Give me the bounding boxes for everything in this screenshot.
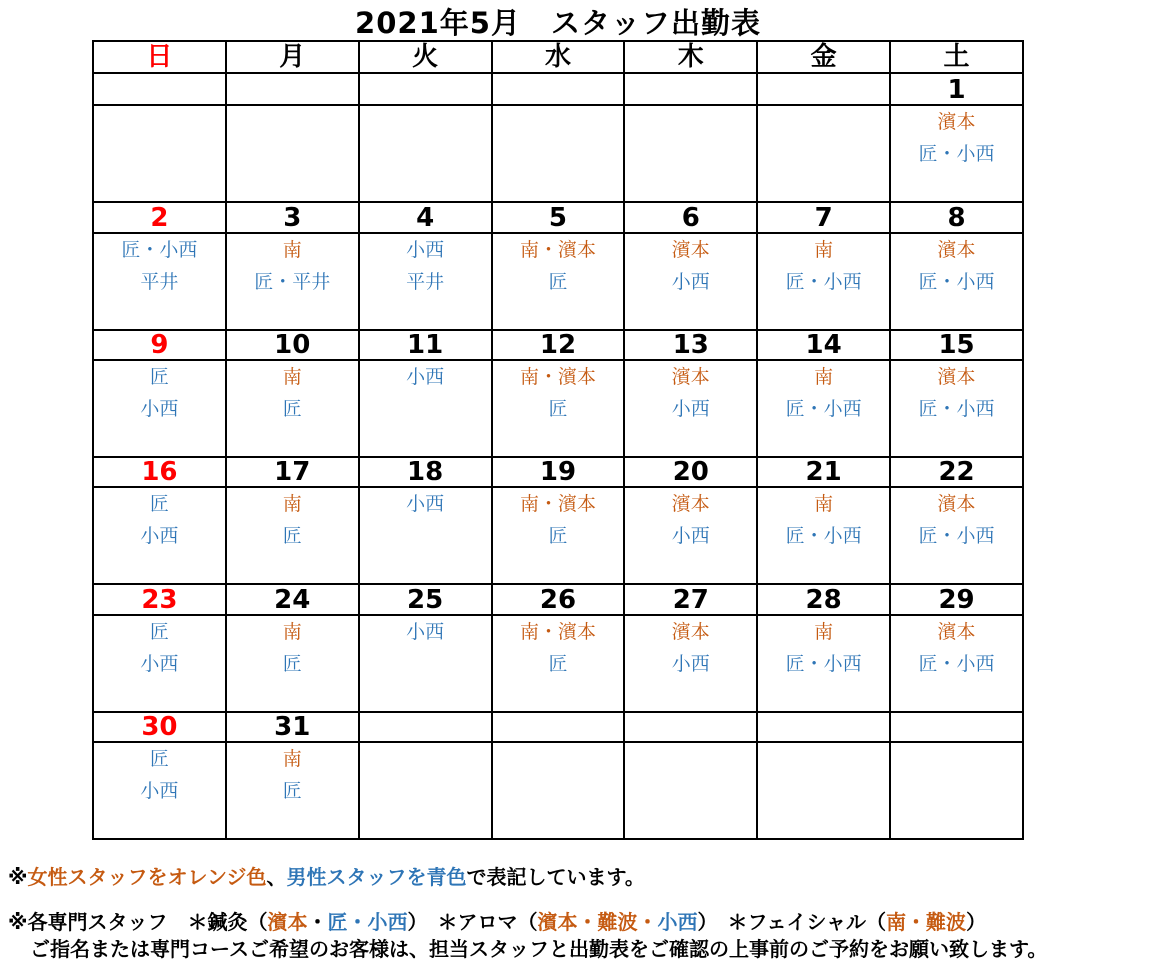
footer-specialist-note <box>8 908 986 936</box>
female-staff-name: 南 <box>814 238 834 261</box>
weekday-sunday: 日 <box>93 41 226 73</box>
staff-line <box>891 361 1022 393</box>
weekday-friday: 金 <box>757 41 890 73</box>
staff-cell <box>757 105 890 202</box>
male-staff-name: 匠 <box>548 652 568 675</box>
staff-cell <box>624 233 757 330</box>
female-staff-name: 南 <box>282 620 302 643</box>
male-staff-name: 匠・小西 <box>918 525 995 548</box>
male-staff-name: 匠・小西 <box>785 270 862 293</box>
staff-row <box>93 487 1023 584</box>
staff-cell <box>359 742 492 839</box>
male-staff-name: 小西 <box>671 652 710 675</box>
staff-cell <box>226 487 359 584</box>
date-number: 3 <box>226 202 359 232</box>
staff-line <box>94 775 225 807</box>
staff-cell <box>757 615 890 712</box>
staff-line <box>493 520 624 552</box>
female-staff-name: 南 <box>814 493 834 516</box>
male-staff-name: 匠 <box>548 270 568 293</box>
staff-line <box>493 488 624 520</box>
date-number: 9 <box>93 330 226 360</box>
staff-line <box>94 616 225 648</box>
staff-line <box>227 616 358 648</box>
staff-line <box>758 393 889 425</box>
male-staff-name: 小西 <box>140 652 179 675</box>
staff-cell <box>890 233 1023 330</box>
male-staff-name: 匠・小西 <box>918 652 995 675</box>
staff-cell <box>492 360 625 457</box>
date-row <box>93 457 1023 487</box>
staff-line <box>227 234 358 266</box>
staff-row <box>93 615 1023 712</box>
female-staff-name: 南・濱本 <box>519 493 596 516</box>
female-staff-name: 南 <box>282 365 302 388</box>
staff-line <box>891 234 1022 266</box>
female-highlight: 濱本 <box>267 910 308 934</box>
staff-cell <box>226 742 359 839</box>
date-number: 30 <box>93 712 226 742</box>
staff-line <box>227 743 358 775</box>
date-number: 21 <box>757 457 890 487</box>
date-number <box>359 712 492 742</box>
staff-cell <box>359 233 492 330</box>
date-row <box>93 330 1023 360</box>
male-staff-name: 小西 <box>671 270 710 293</box>
male-highlight: 男性スタッフを青色 <box>286 865 467 889</box>
staff-cell <box>624 105 757 202</box>
staff-cell <box>359 487 492 584</box>
female-staff-name: 南 <box>814 365 834 388</box>
staff-line <box>625 234 756 266</box>
male-staff-name: 小西 <box>406 620 445 643</box>
female-staff-name: 南 <box>282 493 302 516</box>
male-staff-name: 小西 <box>406 365 445 388</box>
date-number: 7 <box>757 202 890 232</box>
staff-line <box>891 393 1022 425</box>
staff-cell <box>359 360 492 457</box>
female-staff-name: 濱本 <box>937 238 976 261</box>
staff-line <box>758 648 889 680</box>
staff-line <box>758 616 889 648</box>
date-number: 2 <box>93 202 226 232</box>
staff-line <box>94 743 225 775</box>
male-staff-name: 小西 <box>140 525 179 548</box>
date-number: 10 <box>226 330 359 360</box>
male-staff-name: 小西 <box>140 397 179 420</box>
staff-line <box>625 648 756 680</box>
staff-line <box>493 361 624 393</box>
staff-cell <box>624 615 757 712</box>
date-row <box>93 73 1023 105</box>
male-staff-name: 匠・小西 <box>121 238 198 261</box>
date-number: 15 <box>890 330 1023 360</box>
footer-text: 、 <box>266 865 287 889</box>
weekday-saturday: 土 <box>890 41 1023 73</box>
male-staff-name: 匠・小西 <box>918 143 995 166</box>
male-staff-name: 匠・小西 <box>785 525 862 548</box>
date-number <box>890 712 1023 742</box>
staff-cell <box>624 487 757 584</box>
weekday-monday: 月 <box>226 41 359 73</box>
date-number: 29 <box>890 584 1023 614</box>
female-staff-name: 南 <box>814 620 834 643</box>
staff-cell <box>359 105 492 202</box>
staff-line <box>227 361 358 393</box>
date-number: 19 <box>492 457 625 487</box>
page-title: 2021年5月 スタッフ出勤表 <box>355 6 761 40</box>
staff-line <box>360 361 491 393</box>
staff-line <box>493 393 624 425</box>
staff-line <box>891 648 1022 680</box>
male-staff-name: 匠・小西 <box>785 397 862 420</box>
staff-line <box>94 520 225 552</box>
staff-cell <box>624 360 757 457</box>
female-highlight: 南・難波 <box>886 910 967 934</box>
weekday-header-row <box>93 41 1023 73</box>
male-highlight: 小西 <box>657 910 698 934</box>
footer-text: ） ＊アロマ（ <box>407 910 538 934</box>
staff-line <box>625 488 756 520</box>
male-staff-name: 匠・小西 <box>918 397 995 420</box>
staff-cell <box>492 487 625 584</box>
staff-line <box>227 266 358 298</box>
weekday-thursday: 木 <box>624 41 757 73</box>
male-staff-name: 平井 <box>140 270 179 293</box>
female-staff-name: 濱本 <box>671 365 710 388</box>
staff-cell <box>93 360 226 457</box>
date-number <box>624 73 757 105</box>
staff-cell <box>492 105 625 202</box>
male-staff-name: 小西 <box>406 238 445 261</box>
staff-cell <box>890 615 1023 712</box>
male-staff-name: 匠 <box>548 397 568 420</box>
staff-cell <box>226 615 359 712</box>
date-number: 22 <box>890 457 1023 487</box>
staff-cell <box>492 742 625 839</box>
weekday-tuesday: 火 <box>359 41 492 73</box>
male-staff-name: 小西 <box>140 779 179 802</box>
staff-line <box>227 775 358 807</box>
staff-cell <box>890 105 1023 202</box>
date-number: 4 <box>359 202 492 232</box>
date-number <box>624 712 757 742</box>
footer-text: ） ＊フェイシャル（ <box>697 910 887 934</box>
date-number: 12 <box>492 330 625 360</box>
staff-line <box>227 488 358 520</box>
staff-line <box>625 361 756 393</box>
female-staff-name: 濱本 <box>937 493 976 516</box>
staff-line <box>94 393 225 425</box>
staff-line <box>227 393 358 425</box>
staff-line <box>94 234 225 266</box>
footer-color-note <box>8 863 645 891</box>
male-staff-name: 匠 <box>282 397 302 420</box>
female-staff-name: 濱本 <box>671 493 710 516</box>
male-highlight: 匠・小西 <box>327 910 408 934</box>
footer-text: ※ <box>8 865 28 889</box>
date-number <box>93 73 226 105</box>
staff-cell <box>890 487 1023 584</box>
date-number: 1 <box>890 73 1023 105</box>
female-highlight: 濱本・難波・ <box>537 910 658 934</box>
female-staff-name: 南 <box>282 747 302 770</box>
staff-line <box>891 138 1022 170</box>
staff-line <box>360 234 491 266</box>
staff-line <box>758 520 889 552</box>
female-staff-name: 南 <box>282 238 302 261</box>
staff-cell <box>226 360 359 457</box>
staff-line <box>493 266 624 298</box>
staff-line <box>891 488 1022 520</box>
staff-cell <box>93 615 226 712</box>
staff-cell <box>757 360 890 457</box>
staff-row <box>93 742 1023 839</box>
female-staff-name: 濱本 <box>671 620 710 643</box>
female-staff-name: 濱本 <box>937 365 976 388</box>
staff-cell <box>93 742 226 839</box>
staff-cell <box>757 742 890 839</box>
female-staff-name: 南・濱本 <box>519 238 596 261</box>
male-staff-name: 匠 <box>282 652 302 675</box>
male-staff-name: 匠 <box>282 779 302 802</box>
date-row <box>93 584 1023 614</box>
staff-line <box>891 266 1022 298</box>
male-staff-name: 小西 <box>671 525 710 548</box>
staff-cell <box>226 233 359 330</box>
date-number <box>492 712 625 742</box>
staff-cell <box>226 105 359 202</box>
weekday-wednesday: 水 <box>492 41 625 73</box>
staff-line <box>891 616 1022 648</box>
date-number <box>757 73 890 105</box>
male-staff-name: 匠・平井 <box>254 270 331 293</box>
date-number: 23 <box>93 584 226 614</box>
staff-row <box>93 233 1023 330</box>
female-staff-name: 濱本 <box>937 111 976 134</box>
staff-line <box>360 488 491 520</box>
female-staff-name: 濱本 <box>937 620 976 643</box>
date-number: 24 <box>226 584 359 614</box>
date-number: 20 <box>624 457 757 487</box>
footer-text: で表記しています。 <box>466 865 645 889</box>
date-number: 26 <box>492 584 625 614</box>
date-number <box>757 712 890 742</box>
date-number: 13 <box>624 330 757 360</box>
staff-line <box>227 648 358 680</box>
date-number: 18 <box>359 457 492 487</box>
staff-line <box>625 266 756 298</box>
staff-line <box>758 234 889 266</box>
date-number: 28 <box>757 584 890 614</box>
schedule-calendar <box>92 40 1024 840</box>
staff-line <box>625 520 756 552</box>
footer-text: ） <box>966 910 987 934</box>
staff-line <box>891 106 1022 138</box>
date-number: 11 <box>359 330 492 360</box>
male-staff-name: 匠 <box>149 620 169 643</box>
footer-text: ※各専門スタッフ ＊鍼灸（ <box>8 910 268 934</box>
date-number: 31 <box>226 712 359 742</box>
male-staff-name: 匠 <box>282 525 302 548</box>
footer-reservation-note: ご指名または専門コースご希望のお客様は、担当スタッフと出勤表をご確認の上事前のご予約をお願い致します。 <box>30 937 1048 961</box>
staff-cell <box>492 615 625 712</box>
staff-line <box>94 488 225 520</box>
staff-cell <box>93 233 226 330</box>
staff-row <box>93 105 1023 202</box>
date-row <box>93 202 1023 232</box>
date-number: 8 <box>890 202 1023 232</box>
staff-cell <box>624 742 757 839</box>
female-staff-name: 南・濱本 <box>519 620 596 643</box>
date-row <box>93 712 1023 742</box>
staff-line <box>758 266 889 298</box>
date-number: 6 <box>624 202 757 232</box>
staff-line <box>94 266 225 298</box>
male-staff-name: 匠 <box>149 365 169 388</box>
female-highlight: 女性スタッフをオレンジ色 <box>27 865 267 889</box>
date-number <box>359 73 492 105</box>
date-number: 5 <box>492 202 625 232</box>
staff-line <box>625 393 756 425</box>
male-staff-name: 匠 <box>548 525 568 548</box>
staff-line <box>94 648 225 680</box>
staff-line <box>625 616 756 648</box>
staff-line <box>493 616 624 648</box>
staff-cell <box>93 487 226 584</box>
male-staff-name: 平井 <box>406 270 445 293</box>
staff-line <box>758 488 889 520</box>
date-number: 16 <box>93 457 226 487</box>
staff-cell <box>492 233 625 330</box>
staff-cell <box>757 487 890 584</box>
staff-line <box>360 266 491 298</box>
date-number: 27 <box>624 584 757 614</box>
staff-line <box>360 616 491 648</box>
staff-line <box>94 361 225 393</box>
staff-cell <box>890 742 1023 839</box>
footer-text: ・ <box>307 910 328 934</box>
staff-cell <box>757 233 890 330</box>
female-staff-name: 南・濱本 <box>519 365 596 388</box>
female-staff-name: 濱本 <box>671 238 710 261</box>
staff-line <box>227 520 358 552</box>
staff-cell <box>890 360 1023 457</box>
staff-cell <box>93 105 226 202</box>
male-staff-name: 小西 <box>671 397 710 420</box>
male-staff-name: 匠 <box>149 747 169 770</box>
date-number: 14 <box>757 330 890 360</box>
staff-row <box>93 360 1023 457</box>
date-number <box>226 73 359 105</box>
male-staff-name: 匠・小西 <box>918 270 995 293</box>
male-staff-name: 匠 <box>149 493 169 516</box>
staff-line <box>758 361 889 393</box>
date-number: 25 <box>359 584 492 614</box>
staff-cell <box>359 615 492 712</box>
male-staff-name: 小西 <box>406 493 445 516</box>
staff-line <box>493 648 624 680</box>
staff-line <box>891 520 1022 552</box>
date-number: 17 <box>226 457 359 487</box>
staff-line <box>493 234 624 266</box>
male-staff-name: 匠・小西 <box>785 652 862 675</box>
date-number <box>492 73 625 105</box>
